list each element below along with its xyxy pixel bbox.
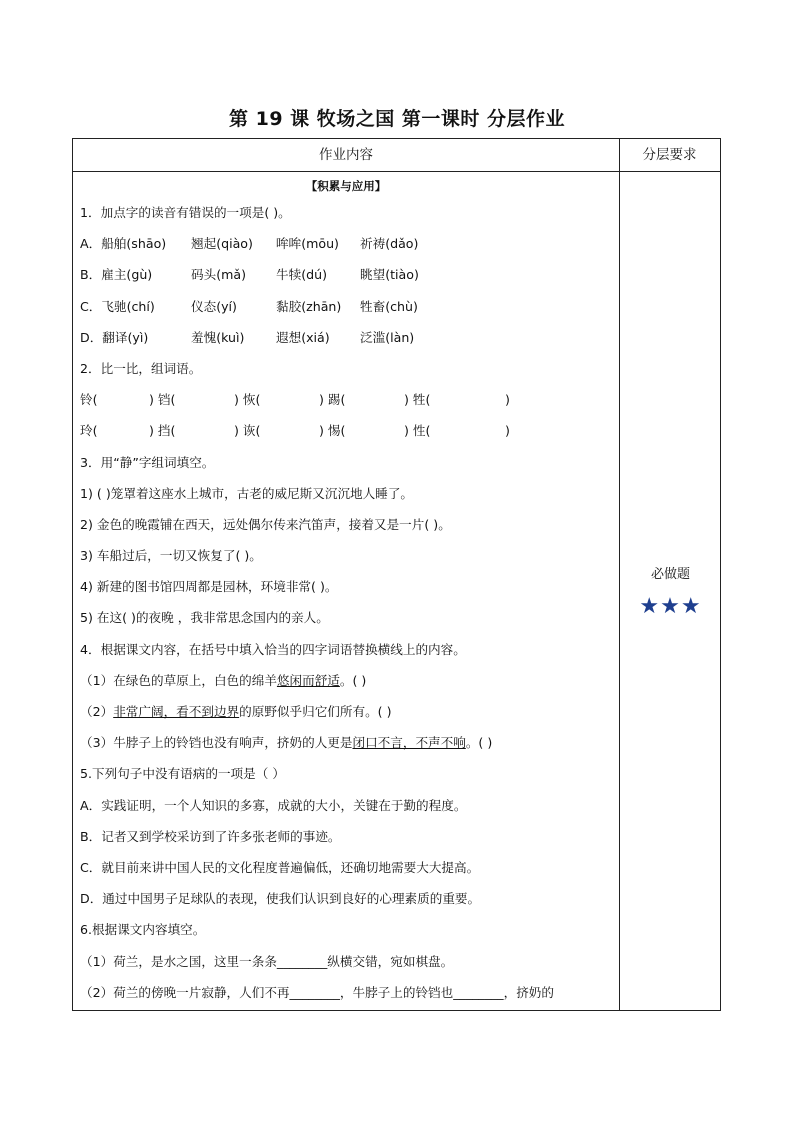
homework-table [72,138,721,1011]
option-item: 祈祷(dǎo) [360,236,419,252]
word-blank: ) 诙( [234,423,261,439]
word-blank: ) 铛( [149,392,176,408]
text: （2） [80,704,114,719]
q5-option-c: C．就目前来讲中国人民的文化程度普遍偏低，还确切地需要大大提高。 [80,859,480,875]
option-item: 牛犊(dú) [276,267,327,283]
option-item: 羞愧(kuì) [191,329,245,345]
word-blank: ) [505,392,510,408]
word-blank: ) 惕( [319,423,346,439]
q2-row-2 [73,415,619,446]
option-item: 牲畜(chù) [360,298,418,314]
q6-item-2: （2）荷兰的傍晚一片寂静，人们不再________，牛脖子上的铃铛也________，挤奶的 [80,984,554,1000]
text: 的原野似乎归它们所有。( ) [239,704,392,719]
option-item: B．雇主(gù) [80,267,153,283]
option-item: 哞哞(mōu) [276,236,339,252]
q1-option-d [73,322,619,353]
q6-item-1: （1）荷兰，是水之国，这里一条条________纵横交错，宛如棋盘。 [80,953,454,969]
section-title: 【积累与应用】 [305,179,387,193]
table-header [73,139,720,172]
option-item: 眺望(tiào) [360,267,419,283]
q5-stem: 5.下列句子中没有语病的一项是（ ） [80,766,285,782]
word-blank: ) 踢( [319,392,346,408]
text: （1）在绿色的草原上，白色的绵羊 [80,672,277,688]
text: 。( ) [465,735,493,751]
option-item: D．翻译(yì) [80,329,149,345]
header-level: 分层要求 [642,147,697,163]
q1-option-b [73,259,619,290]
q2-row-1 [73,384,619,415]
q3-item-4: 4) 新建的图书馆四周都是园林，环境非常( )。 [80,579,338,595]
word-blank: ) 性( [404,423,431,439]
q5-option-a: A．实践证明，一个人知识的多寡，成就的大小，关键在于勤的程度。 [80,797,467,813]
word-blank: ) [505,423,510,439]
q3-item-2: 2) 金色的晚霞铺在西天，远处偶尔传来汽笛声，接着又是一片( )。 [80,516,451,532]
option-item: 翘起(qiào) [191,236,253,252]
q4-item-1 [73,665,619,696]
underlined-text: 非常广阔，看不到边界 [113,704,240,719]
q1-option-a [73,228,619,259]
page-title: 第 19 课 牧场之国 第一课时 分层作业 [228,108,565,130]
q3-item-3: 3) 车船过后，一切又恢复了( )。 [80,548,262,564]
option-item: A．船舶(shāo) [80,236,167,252]
q4-item-3 [73,727,619,758]
text: （3）牛脖子上的铃铛也没有响声，挤奶的人更是 [80,735,353,751]
word-blank: 玲( [80,423,98,439]
q6-stem: 6.根据课文内容填空。 [80,922,206,938]
option-item: 黏胶(zhān) [276,298,342,314]
q1-stem: 1．加点字的读音有错误的一项是( )。 [80,205,291,220]
option-item: 泛滥(làn) [360,329,415,345]
difficulty-stars-icon: ★★★ [639,594,702,619]
option-item: 仪态(yí) [191,298,237,314]
q1-option-c [73,291,619,322]
q5-option-b: B．记者又到学校采访到了许多张老师的事迹。 [80,828,341,844]
word-blank: ) 牲( [404,392,431,408]
q3-item-5: 5) 在这( )的夜晚 ，我非常思念国内的亲人。 [80,610,329,626]
word-blank: ) 恢( [234,392,261,408]
word-blank: 铃( [80,392,98,408]
q3-item-1: 1) ( )笼罩着这座水上城市，古老的威尼斯又沉沉地人睡了。 [80,485,414,501]
homework-content [73,172,619,1008]
option-item: 遐想(xiá) [276,329,330,345]
q4-stem: 4．根据课文内容，在括号中填入恰当的四字词语替换横线上的内容。 [80,641,466,657]
underlined-text: 悠闲而舒适 [276,672,340,688]
word-blank: ) 挡( [149,423,176,439]
requirement-label: 必做题 [650,567,690,582]
q5-option-d: D．通过中国男子足球队的表现，使我们认识到良好的心理素质的重要。 [80,891,481,907]
header-content: 作业内容 [319,147,373,163]
q4-item-2 [73,696,619,727]
q3-stem: 3．用“静”字组词填空。 [80,454,215,470]
underlined-text: 闭口不言，不声不响 [352,735,466,751]
option-item: 码头(mǎ) [191,267,246,283]
text: 。( ) [339,672,367,688]
q2-stem: 2．比一比，组词语。 [80,360,202,376]
option-item: C．飞驰(chí) [80,298,155,314]
